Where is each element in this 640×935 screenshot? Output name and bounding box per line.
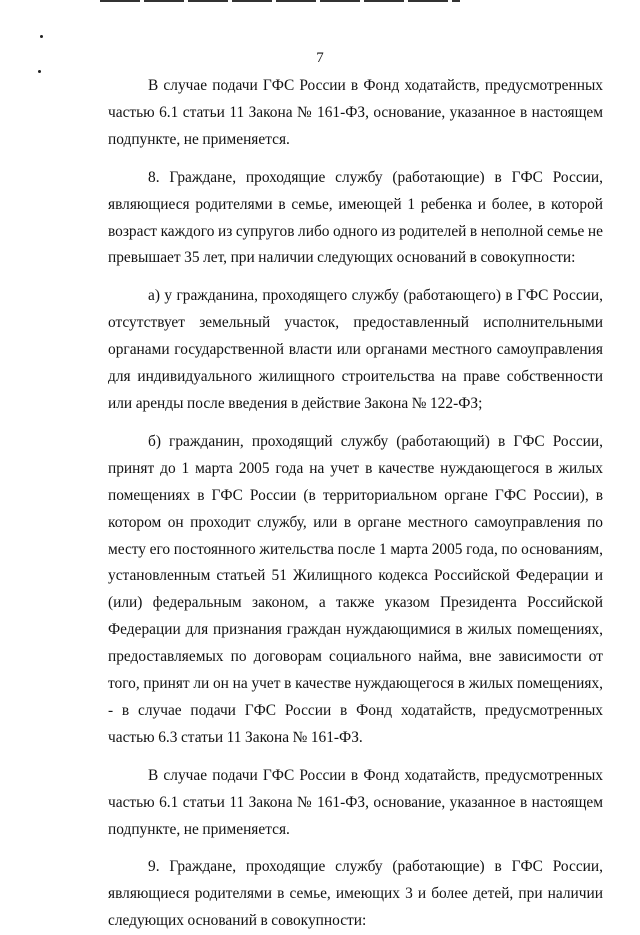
document-body	[108, 73, 603, 935]
page-number: 7	[316, 50, 324, 66]
paragraph-note-1: В случае подачи ГФС России в Фонд ходатайств, предусмотренных частью 6.1 статьи 11 Закона № 161-ФЗ, основание, указанное в настоящем подпункте, не применяется.	[108, 77, 603, 148]
scan-artifact-top-line	[100, 0, 460, 2]
paragraph-item-8b: б) гражданин, проходящий службу (работающий) в ГФС России, принят до 1 марта 2005 года на учет в качестве нуждающегося в жилых помещениях в ГФС России (в территориальном органе ГФС России), в котором он проходит службу, или в органе местного самоуправления по месту его постоянного жительства после 1 марта 2005 года, по основаниям, установленным статьей 51 Жилищного кодекса Российской Федерации и (или) федеральным законом, а также указом Президента Российской Федерации для признания граждан нуждающимися в жилых помещениях, предоставляемых по договорам социального найма, вне зависимости от того, принят ли он на учет в качестве нуждающегося в жилых помещениях, - в случае подачи ГФС России в Фонд ходатайств, предусмотренных частью 6.3 статьи 11 Закона № 161-ФЗ.	[108, 432, 603, 746]
paragraph-note-2: В случае подачи ГФС России в Фонд ходатайств, предусмотренных частью 6.1 статьи 11 Закона № 161-ФЗ, основание, указанное в настоящем подпункте, не применяется.	[108, 766, 603, 838]
scan-speck	[40, 35, 43, 38]
paragraph-item-8a: а) у гражданина, проходящего службу (работающего) в ГФС России, отсутствует земельный участок, предоставленный исполнительными органами государственной власти или органами местного самоуправления для индивидуального жилищного строительства на праве собственности или аренды после введения в действие Закона № 122-ФЗ;	[108, 287, 603, 412]
paragraph-item-8: 8. Граждане, проходящие службу (работающие) в ГФС России, являющиеся родителями в семье, имеющей 1 ребенка и более, в которой возраст каждого из супругов либо одного из родителей в неполной семье не превышает 35 лет, при наличии следующих оснований в совокупности:	[108, 168, 603, 267]
paragraph-item-9: 9. Граждане, проходящие службу (работающие) в ГФС России, являющиеся родителями в семье, имеющих 3 и более детей, при наличии следующих оснований в совокупности:	[108, 858, 603, 930]
scan-speck	[38, 70, 41, 73]
